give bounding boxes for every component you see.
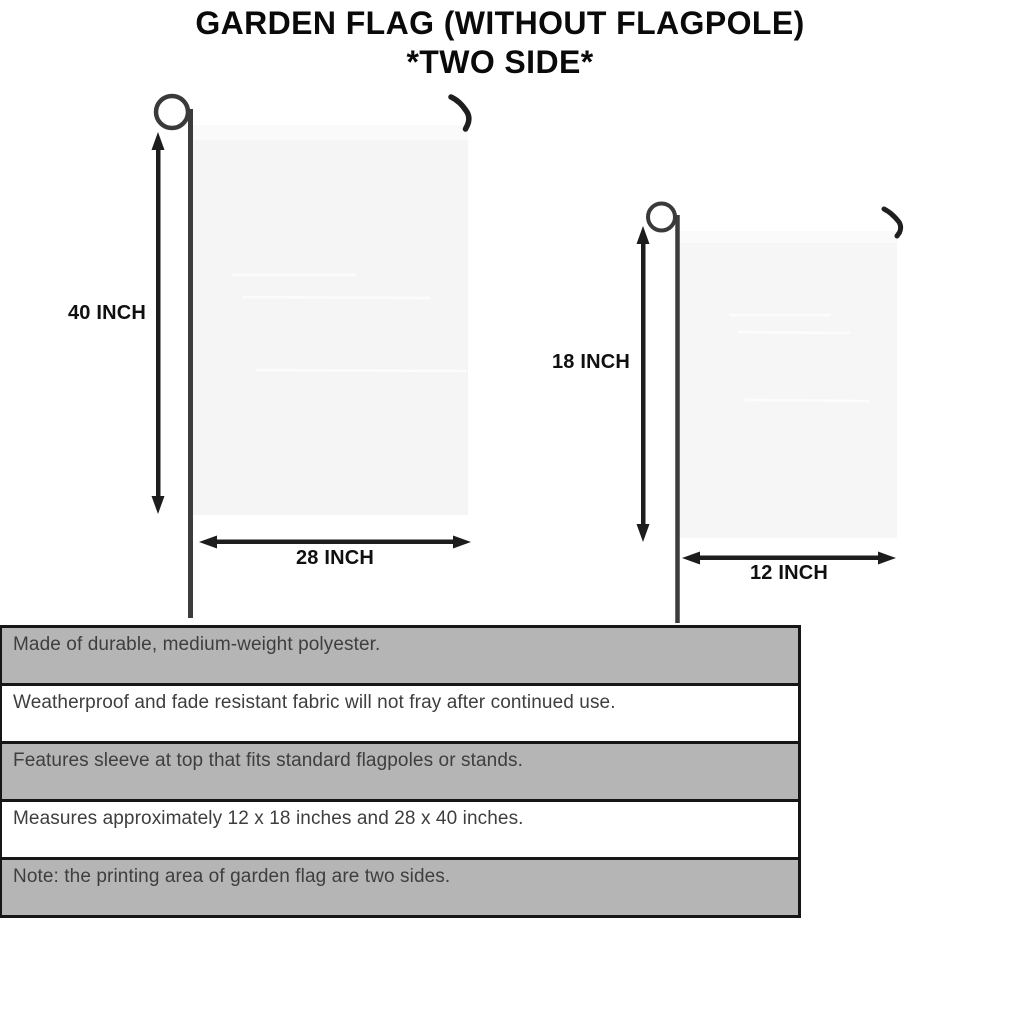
title-block (0, 4, 1000, 82)
feature-row: Features sleeve at top that fits standard flagpoles or stands. (2, 744, 798, 802)
small-flag-diagram (540, 195, 960, 625)
large-flag-panel (193, 125, 468, 515)
page-title: GARDEN FLAG (WITHOUT FLAGPOLE) (195, 5, 805, 41)
small-pole-loop (648, 204, 675, 231)
large-height-arrow (152, 132, 165, 514)
small-flag-panel (679, 231, 897, 538)
feature-row: Weatherproof and fade resistant fabric will not fray after continued use. (2, 686, 798, 744)
feature-row: Made of durable, medium-weight polyester. (2, 628, 798, 686)
small-height-arrow (637, 226, 650, 542)
features-table (0, 625, 801, 918)
small-flag-width-label: 12 INCH (749, 562, 829, 584)
small-flag-sleeve (679, 231, 897, 243)
large-flag-diagram (0, 85, 520, 625)
large-flag-height-label: 40 INCH (67, 302, 147, 324)
feature-row: Measures approximately 12 x 18 inches and 28 x 40 inches. (2, 802, 798, 860)
page-subtitle: *TWO SIDE* (406, 44, 594, 80)
large-flag-width-label: 28 INCH (295, 547, 375, 569)
feature-row: Note: the printing area of garden flag are two sides. (2, 860, 798, 915)
large-hanger-hook (451, 97, 469, 129)
small-flag-height-label: 18 INCH (551, 351, 631, 373)
large-pole-loop (156, 96, 188, 128)
large-flag-sleeve (193, 125, 468, 140)
